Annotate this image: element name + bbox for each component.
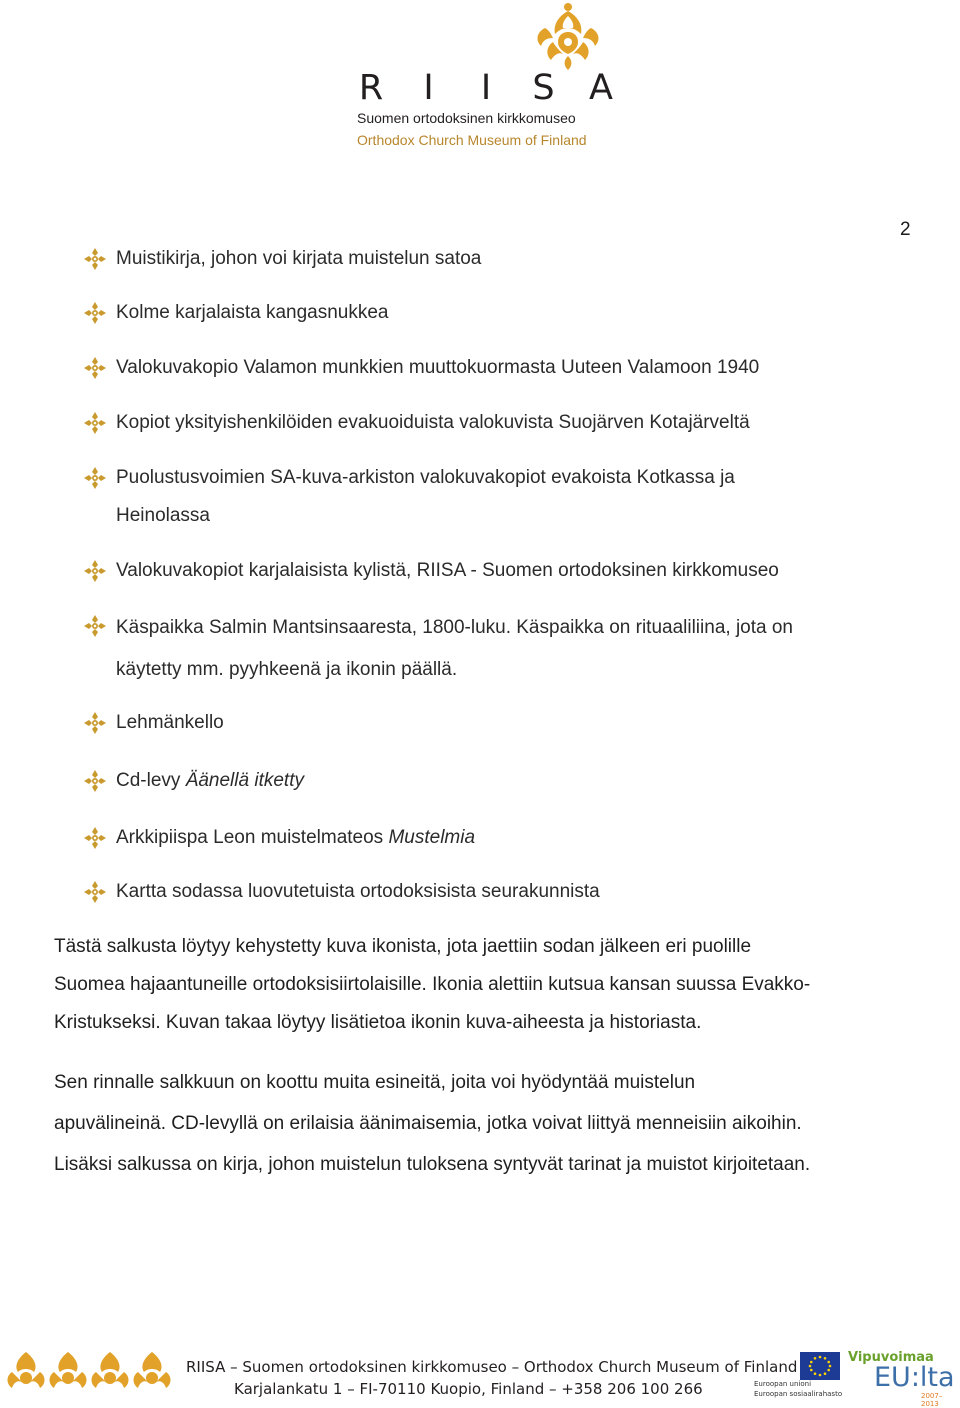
item-text: [116, 607, 906, 691]
paragraph-line: Tästä salkusta löytyy kehystetty kuva ikonista, jota jaettiin sodan jälkeen eri puolille: [54, 936, 752, 957]
item-line: käytetty mm. pyyhkeenä ja ikonin päällä.: [116, 659, 458, 680]
ornament-bullet-icon: [84, 357, 106, 379]
ornament-bullet-icon: [84, 302, 106, 324]
item-text: Muistikirja, johon voi kirjata muistelun satoa: [116, 248, 482, 269]
ornament-border-icon: [6, 1350, 174, 1390]
paragraph-line: Lisäksi salkussa on kirja, johon muistelun tuloksena syntyvät tarinat ja muistot kirjoitetaan.: [54, 1154, 811, 1175]
logo-letter: A: [589, 68, 613, 108]
paragraph-icon-description: [54, 928, 924, 1042]
eulta-years: 2007–2013: [921, 1392, 943, 1408]
item-text: Valokuvakopio Valamon munkkien muuttokuormasta Uuteen Valamoon 1940: [116, 357, 760, 378]
esf-label: Euroopan sosiaalirahasto: [754, 1390, 843, 1398]
item-text: [116, 819, 906, 857]
ornament-bullet-icon: [84, 615, 106, 637]
ornament-bullet-icon: [84, 560, 106, 582]
eulta-logo: EU:lta: [874, 1362, 955, 1393]
ornament-bullet-icon: [84, 712, 106, 734]
logo-letter: R: [358, 68, 384, 108]
logo-letter: S: [532, 68, 555, 108]
ornament-bullet-icon: [84, 827, 106, 849]
item-text: Kopiot yksityishenkilöiden evakuoiduista valokuvista Suojärven Kotajärveltä: [116, 412, 750, 433]
logo-letter: I: [423, 68, 434, 108]
item-line: Heinolassa: [116, 505, 210, 526]
ornament-bullet-icon: [84, 248, 106, 270]
paragraph-line: Sen rinnalle salkkuun on koottu muita esineitä, joita voi hyödyntää muistelun: [54, 1072, 696, 1093]
page-number: 2: [900, 219, 911, 240]
ornament-bullet-icon: [84, 770, 106, 792]
item-text: [116, 762, 906, 800]
paragraph-line: Kristukseksi. Kuvan takaa löytyy lisätietoa ikonin kuva-aiheesta ja historiasta.: [54, 1012, 702, 1033]
footer-address-contact: Karjalankatu 1 – FI-70110 Kuopio, Finland – +358 206 100 266: [234, 1380, 703, 1398]
paragraph-line: apuvälineinä. CD-levyllä on erilaisia äänimaisemia, jotka voivat liittyä menneisiin aikoihin.: [54, 1113, 802, 1134]
item-title: Mustelmia: [388, 827, 476, 848]
paragraph-kit-description: [54, 1062, 924, 1185]
ornament-bullet-icon: [84, 412, 106, 434]
ornament-bullet-icon: [84, 467, 106, 489]
item-prefix: Cd-levy: [116, 770, 186, 791]
footer-address-title: RIISA – Suomen ortodoksinen kirkkomuseo – Orthodox Church Museum of Finland: [186, 1358, 798, 1376]
eu-flag-icon: [800, 1352, 840, 1380]
logo-subtitle-fi: Suomen ortodoksinen kirkkomuseo: [357, 110, 576, 126]
logo-letter: I: [480, 68, 492, 108]
logo-subtitle-en: Orthodox Church Museum of Finland: [357, 132, 587, 148]
eu-label: Euroopan unioni: [754, 1380, 812, 1388]
vipuvoimaa-label: Vipuvoimaa: [848, 1350, 934, 1365]
item-title: Äänellä itketty: [185, 770, 304, 791]
ornament-bullet-icon: [84, 881, 106, 903]
item-line: Puolustusvoimien SA-kuva-arkiston valokuvakopiot evakoista Kotkassa ja: [116, 467, 735, 488]
item-line: Käspaikka Salmin Mantsinsaaresta, 1800-luku. Käspaikka on rituaaliliina, jota on: [116, 617, 793, 638]
logo-wordmark: [356, 68, 616, 108]
paragraph-line: Suomea hajaantuneille ortodoksisiirtolaisille. Ikonia alettiin kutsua kansan suussa Evakko-: [54, 974, 811, 995]
item-text: Lehmänkello: [116, 712, 224, 733]
item-text: Kartta sodassa luovutetuista ortodoksisista seurakunnista: [116, 881, 600, 902]
item-text: Kolme karjalaista kangasnukkea: [116, 302, 389, 323]
ornamental-cross-icon: [533, 2, 603, 72]
item-text: [116, 459, 906, 535]
item-prefix: Arkkipiispa Leon muistelmateos: [116, 827, 389, 848]
item-text: Valokuvakopiot karjalaisista kylistä, RIISA - Suomen ortodoksinen kirkkomuseo: [116, 560, 779, 581]
